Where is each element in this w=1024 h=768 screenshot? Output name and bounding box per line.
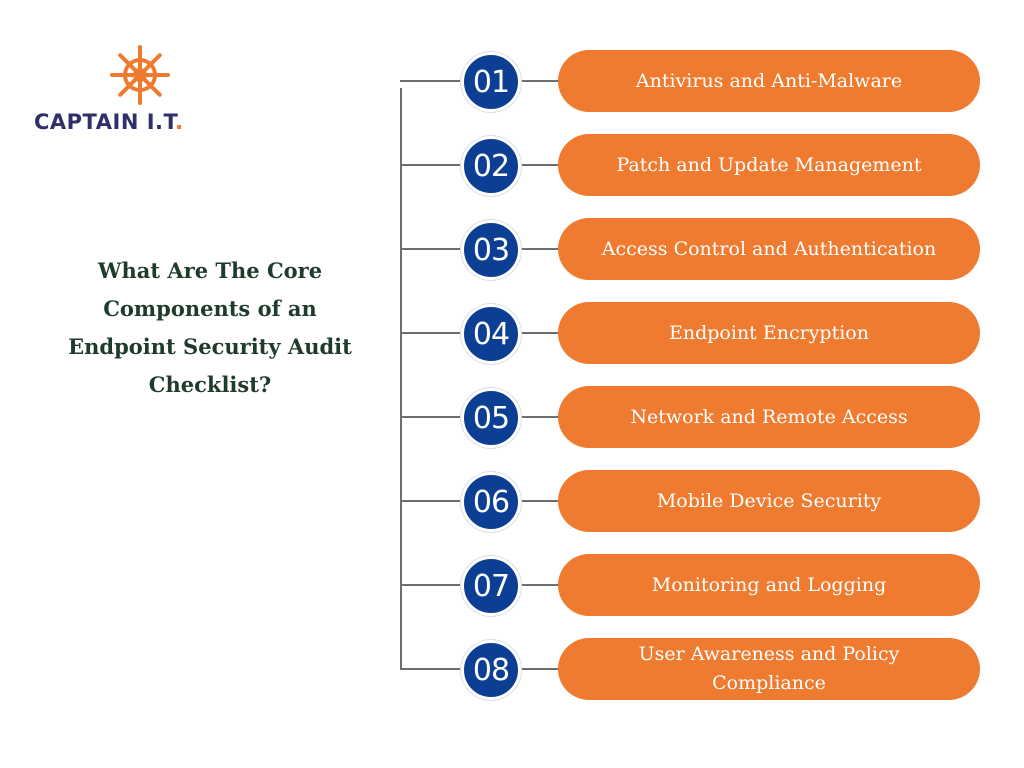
connector-line: [520, 248, 562, 250]
connector-line: [520, 332, 562, 334]
connector-line: [520, 80, 562, 82]
checklist-item: [0, 466, 1024, 536]
checklist-item: [0, 46, 1024, 116]
title-line-3: Endpoint Security Audit: [68, 334, 352, 359]
checklist-item: [0, 130, 1024, 200]
step-label: User Awareness and Policy Compliance: [558, 638, 980, 700]
step-label: Monitoring and Logging: [558, 554, 980, 616]
step-label: Access Control and Authentication: [558, 218, 980, 280]
step-label: Mobile Device Security: [558, 470, 980, 532]
connector-line: [520, 584, 562, 586]
logo-text: CAPTAIN I.T: [34, 110, 176, 134]
connector-line: [520, 668, 562, 670]
connector-line: [520, 416, 562, 418]
step-number-badge: 08: [461, 640, 521, 700]
step-number-badge: 02: [461, 136, 521, 196]
step-label: Antivirus and Anti-Malware: [558, 50, 980, 112]
step-label: Patch and Update Management: [558, 134, 980, 196]
title-line-1: What Are The Core: [97, 258, 323, 283]
title-line-4: Checklist?: [148, 372, 272, 397]
step-number-badge: 06: [461, 472, 521, 532]
connector-line: [520, 500, 562, 502]
step-number-badge: 07: [461, 556, 521, 616]
checklist-item: [0, 382, 1024, 452]
step-number-badge: 03: [461, 220, 521, 280]
connector-line: [520, 164, 562, 166]
title-line-2: Components of an: [103, 296, 317, 321]
checklist-item: [0, 298, 1024, 368]
step-label: Endpoint Encryption: [558, 302, 980, 364]
checklist-item: [0, 550, 1024, 620]
step-number-badge: 01: [461, 52, 521, 112]
checklist-item: [0, 634, 1024, 704]
step-label: Network and Remote Access: [558, 386, 980, 448]
step-number-badge: 04: [461, 304, 521, 364]
logo-text-dot: .: [175, 110, 184, 134]
step-number-badge: 05: [461, 388, 521, 448]
checklist-item: [0, 214, 1024, 284]
